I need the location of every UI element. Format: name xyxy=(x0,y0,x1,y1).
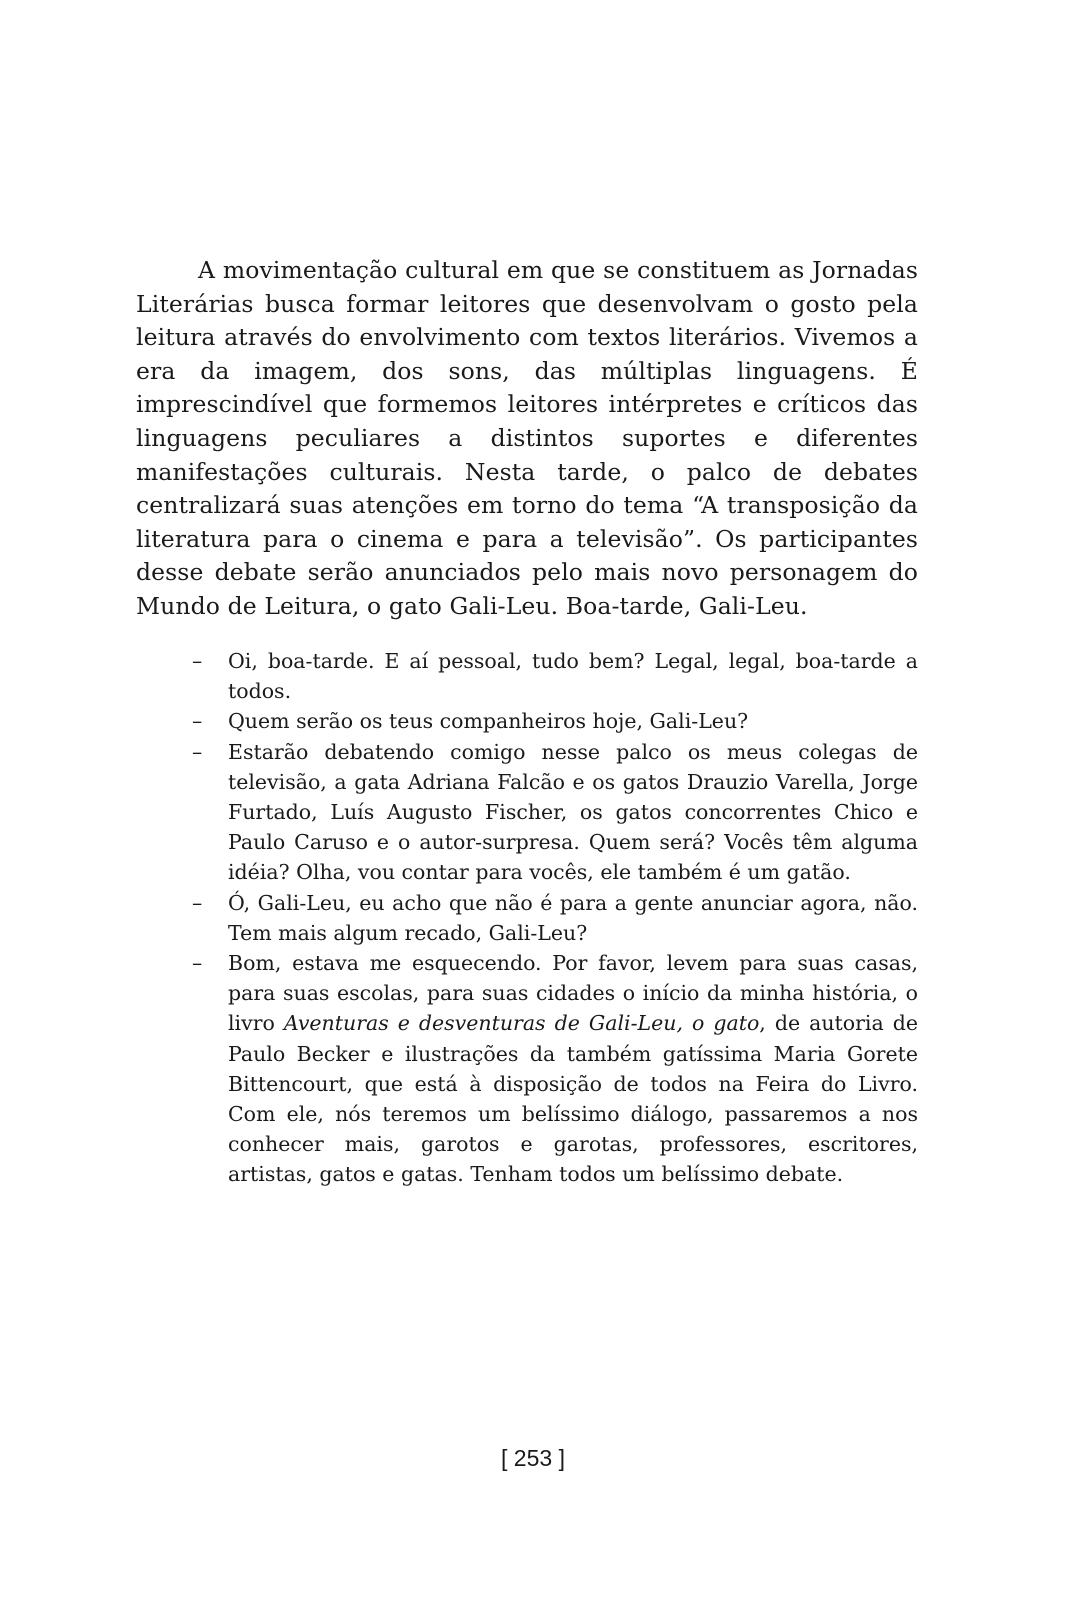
dialogue-line xyxy=(192,706,918,736)
dialogue-dash: – xyxy=(192,951,203,976)
dialogue-dash: – xyxy=(192,649,203,673)
dialogue-text: Quem serão os teus companheiros hoje, Gali-Leu? xyxy=(228,709,749,734)
dialogue-text-before-title: Bom, estava me esquecendo. Por favor, levem para suas casas, para suas escolas, para suas cidades o início da minha história, o livro xyxy=(228,951,918,1036)
book-title: Aventuras e desventuras de Gali-Leu, o gato xyxy=(283,1011,760,1036)
dialogue-text: Ó, Gali-Leu, eu acho que não é para a gente anunciar agora, não. Tem mais algum recado, Gali-Leu? xyxy=(228,890,918,945)
dialogue-line xyxy=(192,948,918,1190)
dialogue-text-after-title: , de autoria de Paulo Becker e ilustrações da também gatíssima Maria Gorete Bittencourt, que está à disposição de todos na Feira do Livro. Com ele, nós teremos um belíssimo diálogo, passaremos a nos conhecer mais, garotos e garotas, professores, escritores, artistas, gatos e gatas. Tenham todos um belíssimo debate. xyxy=(228,1011,918,1187)
dialogue-line xyxy=(192,737,918,888)
dialogue-dash: – xyxy=(192,890,203,915)
dialogue-line xyxy=(192,646,918,706)
intro-paragraph: A movimentação cultural em que se constituem as Jornadas Literárias busca formar leitores que desenvolvam o gosto pela leitura através do envolvimento com textos literários. Vivemos a era da imagem, dos sons, das múltiplas linguagens. É imprescindível que formemos leitores intérpretes e críticos das linguagens peculiares a distintos suportes e diferentes manifestações culturais. Nesta tarde, o palco de debates centralizará suas atenções em torno do tema “A transposição da literatura para o cinema e para a televisão”. Os participantes desse debate serão anunciados pelo mais novo personagem do Mundo de Leitura, o gato Gali-Leu. Boa-tarde, Gali-Leu. xyxy=(136,256,918,620)
dialogue-text: Oi, boa-tarde. E aí pessoal, tudo bem? Legal, legal, boa-tarde a todos. xyxy=(228,649,918,704)
dialogue-text: Estarão debatendo comigo nesse palco os meus colegas de televisão, a gata Adriana Falcão e os gatos Drauzio Varella, Jorge Furtado, Luís Augusto Fischer, os gatos concorrentes Chico e Paulo Caruso e o autor-surpresa. Quem será? Vocês têm alguma idéia? Olha, vou contar para vocês, ele também é um gatão. xyxy=(228,739,918,885)
dialogue-line xyxy=(192,888,918,948)
dialogue-list xyxy=(192,646,918,1190)
dialogue-dash: – xyxy=(192,709,203,734)
page-number: [ 253 ] xyxy=(501,1445,565,1471)
dialogue-dash: – xyxy=(192,739,203,764)
